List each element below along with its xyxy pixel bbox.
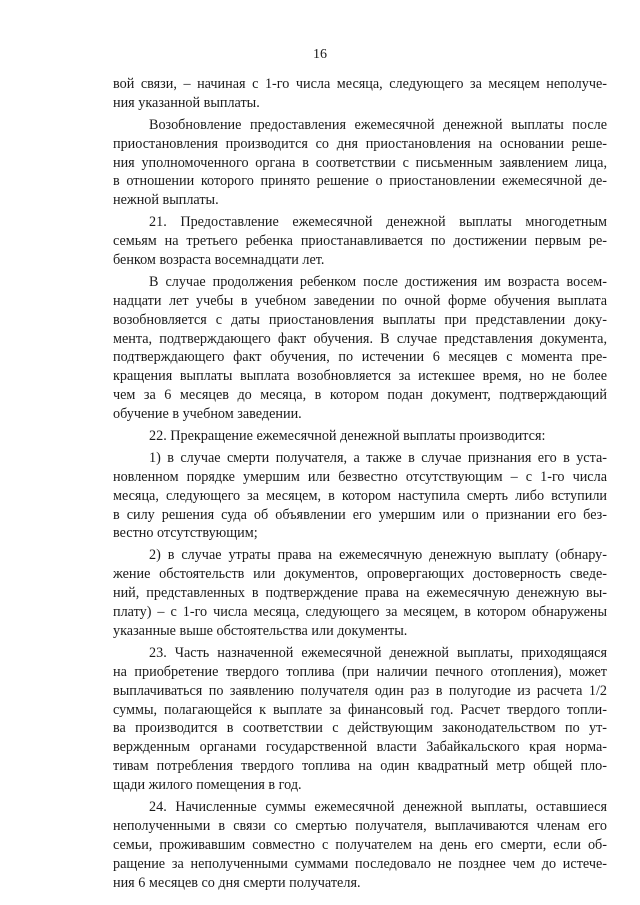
text-line: ния 6 месяцев со дня смерти получателя.: [113, 874, 361, 891]
paragraph: [113, 75, 607, 113]
text-line: подтверждающего факт обучения, по истечении 6 месяцев с момента пре-: [113, 349, 607, 366]
text-line: ний, представленных в подтверждение права на ежемесячную денежную вы-: [113, 585, 607, 602]
text-line: семьям на третьего ребенка приостанавливается по достижении первым ре-: [113, 233, 607, 250]
text-line: В случае продолжения ребенком после достижения им возраста восем-: [149, 273, 607, 290]
text-line: жение обстоятельств или документов, опровергающих достоверность сведе-: [113, 566, 607, 583]
text-line: в отношении которого принято решение о приостановлении ежемесячной де-: [113, 173, 607, 190]
document-body: [113, 75, 607, 892]
text-line: выплачиваться по заявлению получателя один раз в полугодие из расчета 1/2: [113, 682, 607, 699]
text-line: 24. Начисленные суммы ежемесячной денежной выплаты, оставшиеся: [149, 798, 607, 815]
text-line: в силу решения суда об объявлении его умершим или о признании его без-: [113, 506, 607, 523]
text-line: на приобретение твердого топлива (при наличии печного отопления), может: [113, 663, 607, 680]
text-line: месяца, следующего за месяцем, в котором наступила смерть либо вступили: [113, 487, 607, 504]
text-line: бенком возраста восемнадцати лет.: [113, 252, 325, 269]
text-line: ния указанной выплаты.: [113, 94, 260, 111]
text-line: указанные выше обстоятельства или документы.: [113, 622, 408, 639]
text-line: нежной выплаты.: [113, 192, 219, 209]
text-line: ния уполномоченного органа в соответствии с письменным заявлением лица,: [113, 154, 607, 171]
page-number: 16: [313, 47, 327, 62]
text-line: семьи, проживавшим совместно с получателем на день его смерти, если об-: [113, 836, 607, 853]
paragraph: [113, 546, 607, 640]
text-line: обучение в учебном заведении.: [113, 406, 302, 423]
text-line: вой связи, – начиная с 1-го числа месяца, следующего за месяцем неполуче-: [113, 76, 607, 92]
text-line: щади жилого помещения в год.: [113, 777, 302, 794]
text-line: ращение за неполученными суммами последовало не позднее чем до истече-: [113, 855, 607, 872]
text-line: надцати лет учебы в учебном заведении по очной форме обучения выплата: [113, 292, 607, 309]
text-line: 2) в случае утраты права на ежемесячную денежную выплату (обнару-: [149, 547, 607, 564]
paragraph: [113, 116, 607, 210]
text-line: приостановления производится со дня приостановления на основании реше-: [113, 135, 607, 152]
text-line: 22. Прекращение ежемесячной денежной выплаты производится:: [149, 428, 546, 445]
paragraph: [113, 449, 607, 543]
text-line: возобновляется с даты приостановления выплаты при представлении доку-: [113, 311, 607, 328]
text-line: 1) в случае смерти получателя, а также в случае признания его в уста-: [149, 449, 607, 466]
text-line: вестно отсутствующим;: [113, 525, 258, 542]
text-line: чем за 6 месяцев до месяца, в котором подан документ, подтверждающий: [113, 387, 607, 404]
paragraph: [113, 273, 607, 424]
text-line: Возобновление предоставления ежемесячной денежной выплаты после: [149, 116, 607, 133]
text-line: плату) – с 1-го числа месяца, следующего за месяцем, в котором обнаружены: [113, 604, 607, 621]
text-line: суммы, полагающейся к выплате за финансовый год. Расчет твердого топли-: [113, 701, 607, 718]
paragraph: [113, 213, 607, 270]
text-line: 23. Часть назначенной ежемесячной денежной выплаты, приходящаяся: [149, 644, 607, 661]
paragraph: [113, 644, 607, 795]
text-line: тивам потребления твердого топлива на один квадратный метр общей пло-: [113, 758, 607, 775]
text-line: мента, подтверждающего факт обучения. В случае представления документа,: [113, 330, 607, 347]
text-line: новленном порядке умершим или безвестно отсутствующим – с 1-го числа: [113, 468, 607, 485]
text-line: ва производится в соответствии с действующим законодательством по ут-: [113, 720, 607, 737]
text-line: вержденным органами государственной власти Забайкальского края норма-: [113, 739, 607, 756]
text-line: неполученными в связи со смертью получателя, выплачиваются членам его: [113, 817, 607, 834]
paragraph: [113, 427, 607, 446]
paragraph: [113, 798, 607, 892]
text-line: 21. Предоставление ежемесячной денежной выплаты многодетным: [149, 214, 607, 231]
text-line: кращения выплаты выплата возобновляется за истекшее время, но не более: [113, 368, 607, 385]
